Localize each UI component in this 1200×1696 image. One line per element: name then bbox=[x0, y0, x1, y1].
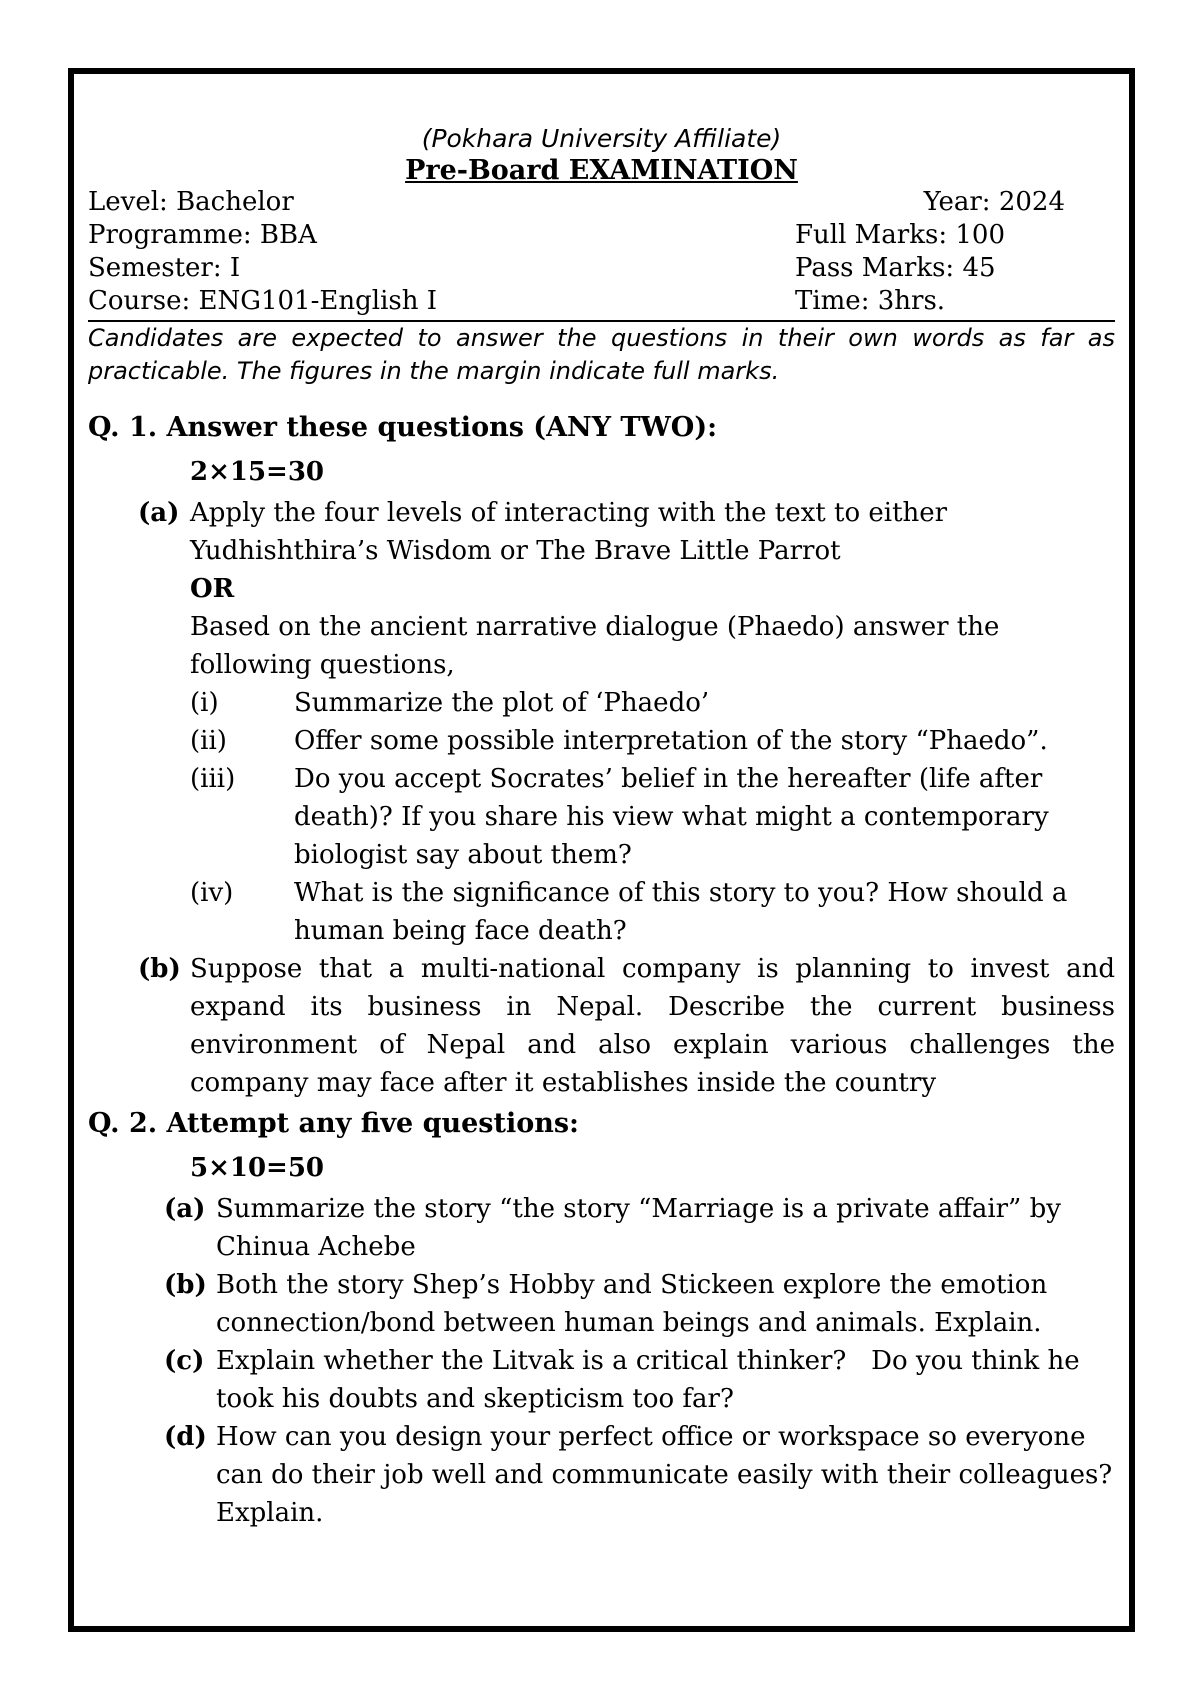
sub-question-label: (i) bbox=[190, 688, 219, 718]
sub-question-text: What is the significance of this story to you? How should a human being face death? bbox=[294, 878, 1068, 946]
question-1a-alt-text: Based on the ancient narrative dialogue (Phaedo) answer the following questions, bbox=[190, 612, 1000, 680]
affiliate-line: (Pokhara University Affiliate) bbox=[421, 124, 782, 153]
sub-question-text: Do you accept Socrates’ belief in the hereafter (life after death)? If you share his view what might a contemporary biologist say about them? bbox=[294, 764, 1049, 870]
sub-question-label: (iv) bbox=[190, 878, 234, 908]
question-2-item bbox=[164, 1342, 1115, 1418]
sub-question bbox=[190, 684, 1115, 722]
sub-question bbox=[190, 760, 1115, 874]
semester-text: Semester: I bbox=[88, 253, 241, 283]
sub-question-text: Offer some possible interpretation of the story “Phaedo”. bbox=[294, 726, 1048, 756]
exam-title: Pre-Board EXAMINATION bbox=[405, 155, 798, 186]
programme-text: Programme: BBA bbox=[88, 220, 317, 250]
instructions-text: Candidates are expected to answer the questions in their own words as far as practicable. The figures in the margin indicate full marks. bbox=[88, 324, 1115, 385]
question-2-item-text: Explain whether the Litvak is a critical thinker? Do you think he took his doubts and skepticism too far? bbox=[216, 1346, 1088, 1414]
question-1a-body bbox=[190, 494, 1115, 950]
or-separator: OR bbox=[190, 574, 235, 604]
question-1b bbox=[138, 950, 1115, 1102]
sub-question bbox=[190, 722, 1115, 760]
pass-marks-text: Pass Marks: 45 bbox=[795, 253, 996, 283]
page-border bbox=[68, 68, 1135, 1632]
question-1a bbox=[138, 494, 1115, 950]
question-2-item bbox=[164, 1418, 1115, 1532]
year-text: Year: 2024 bbox=[923, 187, 1065, 217]
question-2-title: Q. 2. Attempt any five questions: bbox=[88, 1108, 580, 1139]
question-1b-label: (b) bbox=[138, 954, 181, 984]
info-row-1 bbox=[88, 186, 1115, 219]
question-2-marks: 5×10=50 bbox=[190, 1153, 325, 1183]
question-2-item-label: (c) bbox=[164, 1346, 205, 1376]
question-1a-text: Apply the four levels of interacting with the text to either Yudhishthira’s Wisdom or The Brave Little Parrot bbox=[190, 498, 948, 566]
sub-question-label: (ii) bbox=[190, 726, 227, 756]
sub-question-label: (iii) bbox=[190, 764, 236, 794]
level-text: Level: Bachelor bbox=[88, 187, 294, 217]
question-2-item-text: Summarize the story “the story “Marriage is a private affair” by Chinua Achebe bbox=[216, 1194, 1061, 1262]
exam-content bbox=[88, 74, 1115, 1532]
info-row-4 bbox=[88, 285, 1115, 318]
full-marks-text: Full Marks: 100 bbox=[795, 220, 1005, 250]
question-1a-label: (a) bbox=[138, 498, 180, 528]
question-2-item-text: How can you design your perfect office or workspace so everyone can do their job well and communicate easily with their colleagues? Explain. bbox=[216, 1422, 1113, 1528]
question-1b-text: Suppose that a multi-national company is planning to invest and expand its business in Nepal. Describe the current business environment of Nepal and also explain various challenges the company may face after it establishes inside the country bbox=[190, 954, 1115, 1098]
question-1-marks: 2×15=30 bbox=[190, 457, 325, 487]
info-row-3 bbox=[88, 252, 1115, 285]
question-2-item-label: (a) bbox=[164, 1194, 206, 1224]
question-2-item bbox=[164, 1266, 1115, 1342]
question-2-item-label: (b) bbox=[164, 1270, 207, 1300]
sub-question-text: Summarize the plot of ‘Phaedo’ bbox=[294, 688, 710, 718]
info-row-2 bbox=[88, 219, 1115, 252]
question-1-title: Q. 1. Answer these questions (ANY TWO): bbox=[88, 412, 718, 443]
time-text: Time: 3hrs. bbox=[795, 286, 946, 316]
question-2-item-text: Both the story Shep’s Hobby and Stickeen explore the emotion connection/bond between human beings and animals. Explain. bbox=[216, 1270, 1048, 1338]
question-2-item-label: (d) bbox=[164, 1422, 207, 1452]
question-2-item bbox=[164, 1190, 1115, 1266]
sub-question bbox=[190, 874, 1115, 950]
course-text: Course: ENG101-English I bbox=[88, 286, 438, 316]
